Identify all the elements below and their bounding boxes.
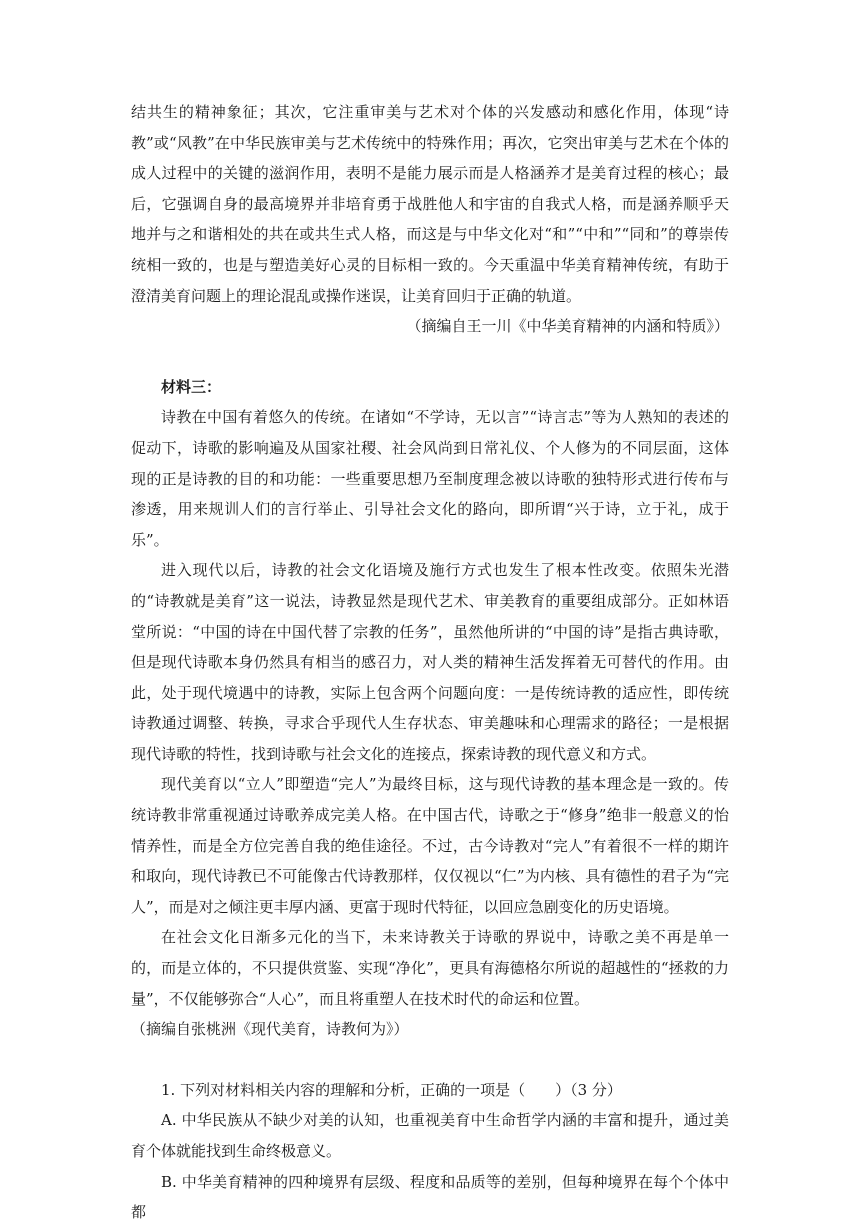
material3-heading: 材料三：: [161, 377, 222, 396]
section-spacer: [131, 342, 729, 372]
material2-source: （摘编自王一川《中华美育精神的内涵和特质》）: [406, 317, 729, 336]
question-1-option-a: A. 中华民族从不缺少对美的认知，也重视美育中生命哲学内涵的丰富和提升，通过美育个体就能找到生命终极意义。: [131, 1111, 729, 1160]
material2-tail-paragraph: 结共生的精神象征；其次，它注重审美与艺术对个体的兴发感动和感化作用，体现“诗教”或“风教”在中华民族审美与艺术传统中的特殊作用；再次，它突出审美与艺术在个体的成人过程中的关键的滋润作用，表明不是能力展示而是人格涵养才是美育过程的核心；最后，它强调自身的最高境界并非培育勇于战胜他人和宇宙的自我式人格，而是涵养顺乎天地并与之和谐相处的共在或共生式人格，而这是与中华文化对“和”“中和”“同和”的尊崇传统相一致的，也是与塑造美好心灵的目标相一致的。今天重温中华美育精神传统，有助于澄清美育问题上的理论混乱或操作迷误，让美育回归于正确的轨道。: [131, 103, 729, 305]
material3-paragraph-3: 现代美育以“立人”即塑造“完人”为最终目标，这与现代诗教的基本理念是一致的。传统诗教非常重视通过诗歌养成完美人格。在中国古代，诗歌之于“修身”绝非一般意义的怡情养性，而是全方位完善自我的绝佳途径。不过，古今诗教对“完人”有着很不一样的期许和取向，现代诗教已不可能像古代诗教那样，仅仅视以“仁”为内核、具有德性的君子为“完人”，而是对之倾注更丰厚内涵、更富于现时代特征，以回应急剧变化的历史语境。: [131, 775, 729, 916]
question-1-option-b: B. 中华美育精神的四种境界有层级、程度和品质等的差别，但每种境界在每个个体中都: [131, 1172, 729, 1222]
section-spacer: [131, 1045, 729, 1075]
material3-paragraph-4: 在社会文化日渐多元化的当下，未来诗教关于诗歌的界说中，诗歌之美不再是单一的，而是立体的，不只提供赏鉴、实现“净化”，更具有海德格尔所说的超越性的“拯救的力量”，不仅能够弥合“人心”，而且将重塑人在技术时代的命运和位置。: [131, 928, 729, 1008]
material3-source: （摘编自张桃洲《现代美育，诗教何为》）: [131, 1020, 409, 1039]
question-1-stem: 1. 下列对材料相关内容的理解和分析，正确的一项是（ ）（3 分）: [161, 1080, 622, 1099]
material3-paragraph-1: 诗教在中国有着悠久的传统。在诸如“不学诗，无以言”“诗言志”等为人熟知的表述的促动下，诗歌的影响遍及从国家社稷、社会风尚到日常礼仪、个人修为的不同层面，这体现的正是诗教的目的和功能：一些重要思想乃至制度理念被以诗歌的独特形式进行传布与渗透，用来规训人们的言行举止、引导社会文化的路向，即所谓“兴于诗，立于礼，成于乐”。: [131, 408, 729, 549]
document-page: [131, 97, 729, 1228]
material3-paragraph-2: 进入现代以后，诗教的社会文化语境及施行方式也发生了根本性改变。依照朱光潜的“诗教就是美育”这一说法，诗教显然是现代艺术、审美教育的重要组成部分。正如林语堂所说：“中国的诗在中国代替了宗教的任务”，虽然他所讲的“中国的诗”是指古典诗歌，但是现代诗歌本身仍然具有相当的感召力，对人类的精神生活发挥着无可替代的作用。由此，处于现代境遇中的诗教，实际上包含两个问题向度：一是传统诗教的适应性，即传统诗教通过调整、转换，寻求合乎现代人生存状态、审美趣味和心理需求的路径；一是根据现代诗歌的特性，找到诗歌与社会文化的连接点，探索诗教的现代意义和方式。: [131, 561, 729, 763]
